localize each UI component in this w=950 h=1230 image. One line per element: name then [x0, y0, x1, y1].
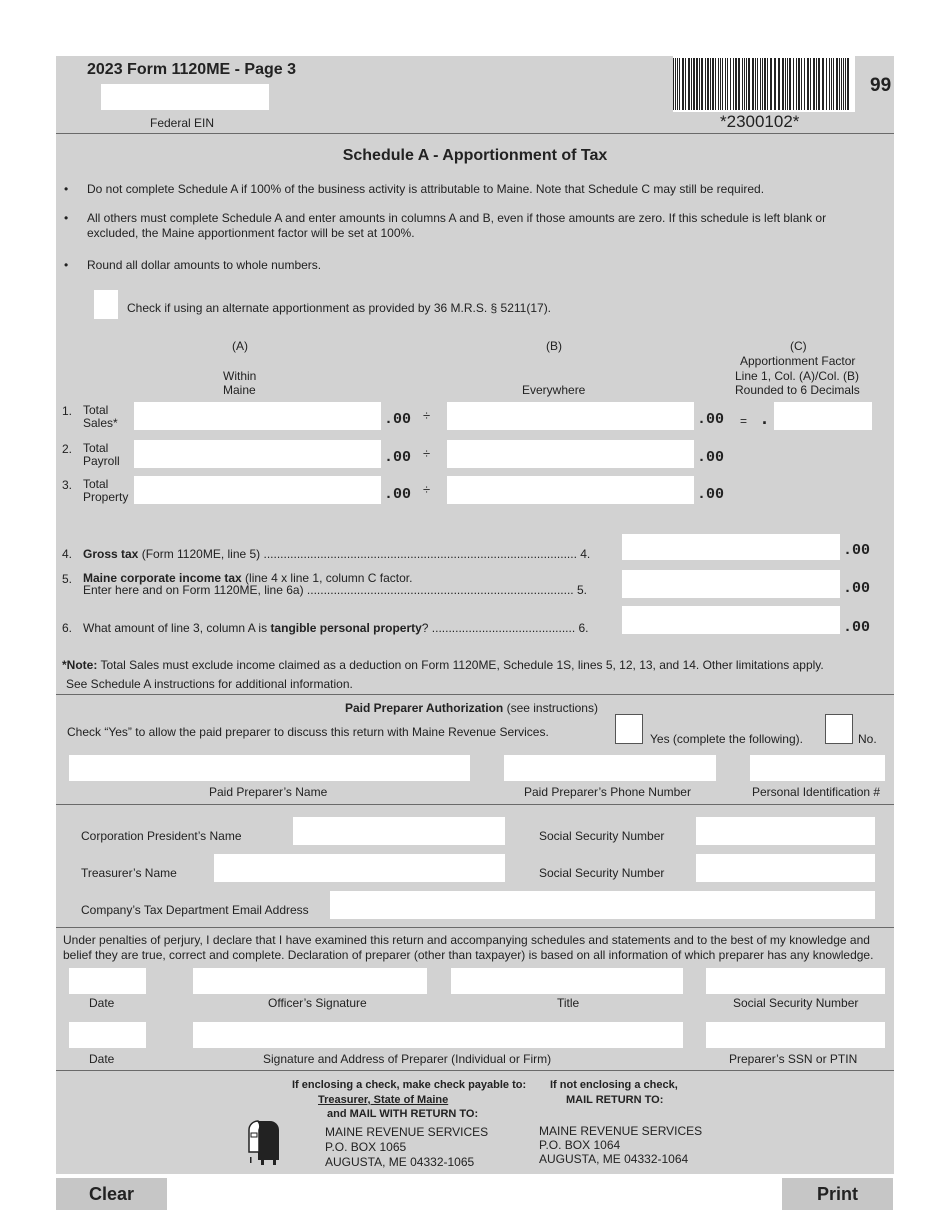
barcode-bar	[715, 58, 716, 110]
barcode-bar	[746, 58, 747, 110]
row-1-col-a-input[interactable]	[134, 402, 381, 430]
schedule-title: Schedule A - Apportionment of Tax	[342, 147, 608, 164]
row-2-divide: ÷	[423, 446, 431, 461]
row-3-col-a-cents: .00	[384, 486, 412, 503]
row-1-col-a-cents: .00	[384, 411, 412, 428]
bullet-2: •	[64, 211, 69, 225]
barcode-bar	[733, 58, 734, 110]
line-5-label: Maine corporate income tax (line 4 x line 1, column C factor. Enter here and on Form 1120ME, line 6a) ................................................................................ 5.	[83, 571, 587, 597]
line-5-cents: .00	[843, 580, 871, 597]
preparer-divider	[56, 804, 894, 805]
row-3-divide: ÷	[423, 482, 431, 497]
officer-ssn-label: Social Security Number	[733, 996, 859, 1010]
barcode-bar	[682, 58, 684, 110]
col-c-label-2: Line 1, Col. (A)/Col. (B)	[735, 369, 860, 383]
officers-divider	[56, 927, 894, 928]
preparer-auth-title: Paid Preparer Authorization (see instructions)	[345, 701, 598, 715]
barcode-bar	[807, 58, 809, 110]
barcode-bar	[762, 58, 763, 110]
barcode-bar	[701, 58, 703, 110]
page-code: 99	[870, 75, 892, 96]
check-address-3: AUGUSTA, ME 04332-1065	[325, 1155, 475, 1169]
instruction-2: All others must complete Schedule A and enter amounts in columns A and B, even if those amounts are zero. If this schedule is left blank or excluded, the Maine apportionment factor will be set at 100%.	[87, 211, 827, 240]
print-button[interactable]: Print	[782, 1178, 893, 1210]
row-1-label: Total Sales*	[83, 403, 118, 430]
instruction-1: Do not complete Schedule A if 100% of the business activity is attributable to Maine. Note that Schedule C may still be required.	[87, 182, 765, 196]
treasurer-ssn-label: Social Security Number	[539, 866, 665, 880]
federal-ein-input[interactable]	[101, 84, 269, 110]
barcode-bar	[789, 58, 791, 110]
perjury-statement: Under penalties of perjury, I declare that I have examined this return and accompanying schedules and statements and to the best of my knowledge and belief they are true, correct and complete. Declaration of preparer (other than taxpayer) is based on all information of which preparer has any knowledge.	[63, 933, 874, 962]
barcode-bar	[818, 58, 820, 110]
barcode-bar	[727, 58, 728, 110]
barcode-bar	[742, 58, 743, 110]
paid-preparer-name-input[interactable]	[69, 755, 470, 781]
header-divider	[56, 133, 894, 134]
president-ssn-label: Social Security Number	[539, 829, 665, 843]
paid-preparer-name-label: Paid Preparer’s Name	[209, 785, 328, 799]
barcode-bar	[675, 58, 676, 110]
barcode-bar	[712, 58, 714, 110]
clear-button[interactable]: Clear	[56, 1178, 167, 1210]
check-instructions-1: If enclosing a check, make check payable to:	[292, 1079, 527, 1091]
preparer-auth-check-text: Check “Yes” to allow the paid preparer to discuss this return with Maine Revenue Services.	[67, 725, 549, 739]
row-1-col-c-factor-input[interactable]	[774, 402, 872, 430]
barcode-bar	[813, 58, 815, 110]
federal-ein-label: Federal EIN	[150, 116, 215, 130]
barcode-bar	[801, 58, 802, 110]
barcode-bar	[757, 58, 758, 110]
col-b-label: Everywhere	[522, 383, 586, 397]
barcode-bar	[718, 58, 719, 110]
barcode-bar	[679, 58, 680, 110]
preparer-signature-label: Signature and Address of Preparer (Individual or Firm)	[263, 1052, 552, 1066]
line-5-income-tax-input[interactable]	[622, 570, 840, 598]
preparer-date-input[interactable]	[69, 1022, 146, 1048]
row-1-number: 1.	[62, 404, 73, 418]
row-3-col-b-cents: .00	[697, 486, 725, 503]
line-6-label: What amount of line 3, column A is tangible personal property? ........................................... 6.	[83, 621, 589, 635]
preparer-ssn-label: Preparer’s SSN or PTIN	[729, 1052, 858, 1066]
col-a-label-maine: Maine	[223, 383, 256, 397]
barcode-bar	[738, 58, 740, 110]
row-3-col-a-input[interactable]	[134, 476, 381, 504]
barcode-bar	[688, 58, 690, 110]
president-name-input[interactable]	[293, 817, 505, 845]
row-2-col-a-cents: .00	[384, 449, 412, 466]
barcode-bar	[760, 58, 761, 110]
form-page	[56, 56, 894, 1174]
barcode-bar	[816, 58, 817, 110]
col-c-label-1: Apportionment Factor	[740, 354, 856, 368]
preparer-auth-yes-label: Yes (complete the following).	[650, 732, 803, 746]
tax-email-label: Company’s Tax Department Email Address	[81, 903, 309, 917]
preparer-auth-no-checkbox[interactable]	[825, 714, 853, 744]
check-instructions-3: and MAIL WITH RETURN TO:	[327, 1108, 479, 1120]
president-ssn-input[interactable]	[696, 817, 875, 845]
barcode-bar	[774, 58, 776, 110]
officer-signature-label: Officer’s Signature	[268, 996, 367, 1010]
barcode-bar	[767, 58, 768, 110]
president-name-label: Corporation President’s Name	[81, 829, 242, 843]
instruction-3: Round all dollar amounts to whole numbers.	[87, 258, 322, 272]
barcode-bar	[770, 58, 772, 110]
barcode-bar	[810, 58, 811, 110]
note-divider	[56, 694, 894, 695]
row-2-col-a-input[interactable]	[134, 440, 381, 468]
barcode-bar	[755, 58, 756, 110]
barcode-bar	[841, 58, 842, 110]
row-1-equals: =	[740, 414, 748, 428]
tax-email-input[interactable]	[330, 891, 875, 919]
barcode-bar	[787, 58, 788, 110]
line-4-number: 4.	[62, 547, 73, 561]
officer-title-label: Title	[557, 996, 580, 1010]
col-a-letter: (A)	[232, 339, 248, 353]
treasurer-name-input[interactable]	[214, 854, 505, 882]
treasurer-name-label: Treasurer’s Name	[81, 866, 177, 880]
barcode-bar	[748, 58, 750, 110]
row-1-col-b-cents: .00	[697, 411, 725, 428]
barcode-bar	[725, 58, 726, 110]
barcode-bar	[796, 58, 797, 110]
barcode-bar	[693, 58, 695, 110]
line-5-number: 5.	[62, 572, 73, 586]
row-2-col-b-input[interactable]	[447, 440, 694, 468]
personal-id-input[interactable]	[750, 755, 885, 781]
no-check-address-1: MAINE REVENUE SERVICES	[539, 1124, 703, 1138]
barcode-bar	[833, 58, 834, 110]
row-2-label: Total Payroll	[83, 441, 120, 468]
barcode-bar	[782, 58, 784, 110]
line-6-number: 6.	[62, 621, 73, 635]
check-address-2: P.O. BOX 1065	[325, 1140, 407, 1154]
barcode-bar	[843, 58, 844, 110]
row-1-divide: ÷	[423, 408, 431, 423]
barcode-bar	[744, 58, 745, 110]
barcode-bar	[778, 58, 780, 110]
row-2-col-b-cents: .00	[697, 449, 725, 466]
barcode-bar	[685, 58, 686, 110]
col-c-label-3: Rounded to 6 Decimals	[735, 383, 860, 397]
treasurer-ssn-input[interactable]	[696, 854, 875, 882]
barcode-bar	[720, 58, 721, 110]
barcode-bar	[804, 58, 805, 110]
line-6-cents: .00	[843, 619, 871, 636]
row-2-number: 2.	[62, 442, 73, 456]
officer-ssn-input[interactable]	[706, 968, 885, 994]
row-3-label: Total Property	[83, 477, 129, 504]
no-check-address-2: P.O. BOX 1064	[539, 1138, 621, 1152]
mailbox-icon	[248, 1119, 280, 1165]
barcode-bar	[826, 58, 827, 110]
row-3-number: 3.	[62, 478, 73, 492]
barcode-bar	[822, 58, 824, 110]
preparer-date-label: Date	[89, 1052, 115, 1066]
no-check-instructions-1: If not enclosing a check,	[550, 1079, 678, 1091]
barcode-bar	[691, 58, 692, 110]
col-c-letter: (C)	[790, 339, 807, 353]
form-title: 2023 Form 1120ME - Page 3	[87, 61, 296, 78]
barcode-bar	[831, 58, 832, 110]
barcode-bar	[735, 58, 737, 110]
barcode-bar	[793, 58, 794, 110]
line-4-label: Gross tax (Form 1120ME, line 5) .............................................................................................. 4.	[83, 547, 591, 561]
barcode-bar	[839, 58, 840, 110]
barcode-bar	[829, 58, 830, 110]
check-payee: Treasurer, State of Maine	[318, 1094, 449, 1106]
barcode-bar	[752, 58, 754, 110]
alt-apportionment-checkbox[interactable]	[94, 290, 118, 319]
line-4-cents: .00	[843, 542, 871, 559]
bullet-3: •	[64, 258, 69, 272]
preparer-signature-input[interactable]	[193, 1022, 683, 1048]
bullet-1: •	[64, 182, 69, 196]
note-text: *Note: Total Sales must exclude income claimed as a deduction on Form 1120ME, Schedule 1S, lines 5, 12, 13, and 14. Other limitations apply.	[62, 658, 824, 672]
no-check-address-3: AUGUSTA, ME 04332-1064	[539, 1152, 689, 1166]
preparer-ssn-input[interactable]	[706, 1022, 885, 1048]
barcode-bar	[710, 58, 711, 110]
col-b-letter: (B)	[546, 339, 562, 353]
barcode	[673, 56, 855, 112]
signature-divider	[56, 1070, 894, 1071]
preparer-auth-no-label: No.	[858, 732, 877, 746]
barcode-bar	[677, 58, 678, 110]
line-6-tangible-property-input[interactable]	[622, 606, 840, 634]
personal-id-label: Personal Identification #	[752, 785, 881, 799]
barcode-bar	[673, 58, 674, 110]
barcode-bar	[730, 58, 731, 110]
row-3-col-b-input[interactable]	[447, 476, 694, 504]
row-1-col-b-input[interactable]	[447, 402, 694, 430]
barcode-bar	[798, 58, 800, 110]
officer-date-label: Date	[89, 996, 115, 1010]
paid-preparer-phone-label: Paid Preparer’s Phone Number	[524, 785, 691, 799]
barcode-bar	[699, 58, 700, 110]
no-check-instructions-2: MAIL RETURN TO:	[566, 1094, 664, 1106]
barcode-bar	[785, 58, 786, 110]
barcode-text: *2300102*	[720, 112, 800, 131]
col-a-label-within: Within	[223, 369, 257, 383]
barcode-bar	[722, 58, 723, 110]
paid-preparer-phone-input[interactable]	[504, 755, 716, 781]
barcode-bar	[845, 58, 846, 110]
barcode-bar	[696, 58, 698, 110]
alt-apportionment-label: Check if using an alternate apportionment as provided by 36 M.R.S. § 5211(17).	[127, 301, 552, 315]
check-address-1: MAINE REVENUE SERVICES	[325, 1125, 489, 1139]
note-line-2: See Schedule A instructions for additional information.	[66, 677, 353, 691]
barcode-bar	[707, 58, 709, 110]
barcode-bar	[764, 58, 766, 110]
officer-signature-input[interactable]	[193, 968, 427, 994]
officer-title-input[interactable]	[451, 968, 683, 994]
row-1-decimal-point: .	[762, 408, 768, 428]
barcode-bar	[705, 58, 706, 110]
barcode-bar	[836, 58, 838, 110]
line-4-gross-tax-input[interactable]	[622, 534, 840, 560]
preparer-auth-yes-checkbox[interactable]	[615, 714, 643, 744]
barcode-bar	[847, 58, 849, 110]
officer-date-input[interactable]	[69, 968, 146, 994]
